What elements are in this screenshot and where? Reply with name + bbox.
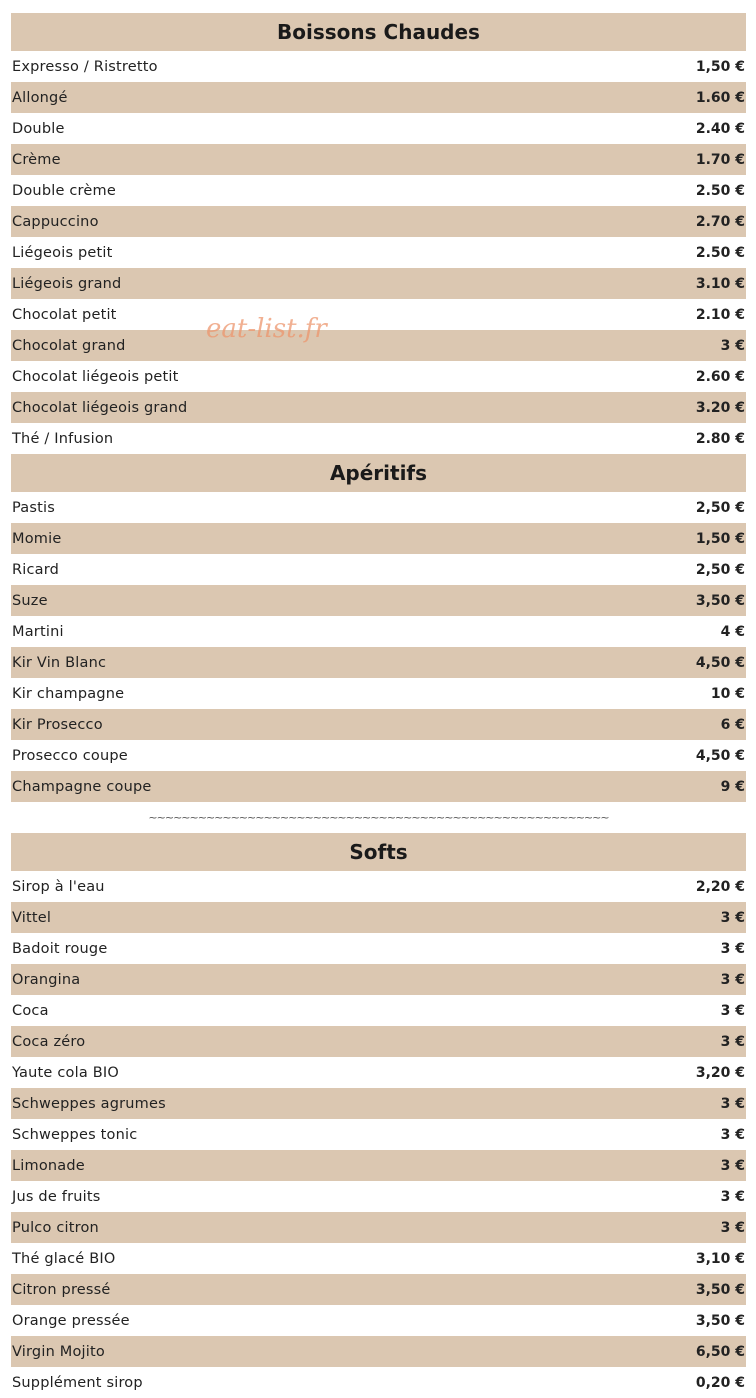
item-name: Jus de fruits — [12, 1188, 101, 1205]
item-name: Crème — [12, 151, 61, 168]
item-name: Supplément sirop — [12, 1374, 143, 1391]
item-price: 3,50 € — [695, 1312, 745, 1329]
menu-item — [11, 554, 746, 585]
menu-item — [11, 423, 746, 454]
item-price: 6 € — [720, 716, 745, 733]
item-name: Limonade — [12, 1157, 85, 1174]
item-name: Cappuccino — [12, 213, 99, 230]
item-price: 3.10 € — [695, 275, 745, 292]
item-price: 2.50 € — [695, 244, 745, 261]
item-name: Citron pressé — [12, 1281, 111, 1298]
menu-item — [11, 51, 746, 82]
item-name: Champagne coupe — [12, 778, 152, 795]
item-price: 3 € — [720, 940, 745, 957]
item-name: Orangina — [12, 971, 81, 988]
menu-item — [11, 175, 746, 206]
menu-item — [11, 1026, 746, 1057]
item-price: 3 € — [720, 971, 745, 988]
item-price: 3 € — [720, 1188, 745, 1205]
item-price: 3,10 € — [695, 1250, 745, 1267]
menu-item — [11, 82, 746, 113]
item-name: Virgin Mojito — [12, 1343, 105, 1360]
item-name: Schweppes tonic — [12, 1126, 138, 1143]
menu-item — [11, 113, 746, 144]
menu-item — [11, 740, 746, 771]
item-price: 2,50 € — [695, 499, 745, 516]
item-name: Pulco citron — [12, 1219, 99, 1236]
item-price: 1.60 € — [695, 89, 745, 106]
section-title: Boissons Chaudes — [11, 13, 746, 51]
item-price: 2.40 € — [695, 120, 745, 137]
menu-item — [11, 964, 746, 995]
menu-item — [11, 492, 746, 523]
item-price: 2.60 € — [695, 368, 745, 385]
item-price: 3,50 € — [695, 592, 745, 609]
item-name: Kir champagne — [12, 685, 125, 702]
item-price: 0,20 € — [695, 1374, 745, 1391]
menu-item — [11, 1057, 746, 1088]
section-title: Apéritifs — [11, 454, 746, 492]
menu-item — [11, 1305, 746, 1336]
item-name: Sirop à l'eau — [12, 878, 105, 895]
item-price: 2.10 € — [695, 306, 745, 323]
menu-item — [11, 299, 746, 330]
item-price: 1.70 € — [695, 151, 745, 168]
item-name: Kir Prosecco — [12, 716, 103, 733]
watermark: eat-list.fr — [206, 314, 327, 344]
item-price: 4 € — [720, 623, 745, 640]
item-price: 3 € — [720, 1126, 745, 1143]
item-price: 3,50 € — [695, 1281, 745, 1298]
item-price: 3 € — [720, 1157, 745, 1174]
item-name: Martini — [12, 623, 64, 640]
item-price: 3 € — [720, 1033, 745, 1050]
item-name: Ricard — [12, 561, 60, 578]
item-price: 4,50 € — [695, 747, 745, 764]
item-name: Expresso / Ristretto — [12, 58, 158, 75]
item-name: Pastis — [12, 499, 56, 516]
menu-item — [11, 144, 746, 175]
item-price: 9 € — [720, 778, 745, 795]
menu-item — [11, 237, 746, 268]
menu-item — [11, 1088, 746, 1119]
item-price: 3 € — [720, 1002, 745, 1019]
menu-item — [11, 995, 746, 1026]
item-price: 3.20 € — [695, 399, 745, 416]
item-name: Yaute cola BIO — [12, 1064, 119, 1081]
item-name: Suze — [12, 592, 48, 609]
item-price: 3 € — [720, 909, 745, 926]
item-name: Coca — [12, 1002, 49, 1019]
menu-item — [11, 268, 746, 299]
menu-item — [11, 933, 746, 964]
item-price: 2.80 € — [695, 430, 745, 447]
menu-item — [11, 1367, 746, 1398]
menu-item — [11, 206, 746, 237]
menu-item — [11, 771, 746, 802]
section-title: Softs — [11, 833, 746, 871]
item-name: Chocolat liégeois grand — [12, 399, 188, 416]
menu-section — [11, 833, 746, 1398]
menu-item — [11, 1150, 746, 1181]
item-name: Liégeois petit — [12, 244, 113, 261]
item-name: Schweppes agrumes — [12, 1095, 166, 1112]
item-price: 2,20 € — [695, 878, 745, 895]
item-name: Double crème — [12, 182, 116, 199]
item-price: 2.70 € — [695, 213, 745, 230]
item-name: Vittel — [12, 909, 52, 926]
menu-item — [11, 871, 746, 902]
item-price: 3,20 € — [695, 1064, 745, 1081]
item-price: 1,50 € — [695, 58, 745, 75]
menu-item — [11, 1119, 746, 1150]
menu-list — [11, 13, 746, 1398]
section-divider: ~~~~~~~~~~~~~~~~~~~~~~~~~~~~~~~~~~~~~~~~~~~~~~~~~~~~~~~~ — [148, 811, 609, 824]
item-name: Orange pressée — [12, 1312, 130, 1329]
menu-section — [11, 13, 746, 454]
menu-item — [11, 1336, 746, 1367]
menu-item — [11, 678, 746, 709]
item-price: 2,50 € — [695, 561, 745, 578]
menu-item — [11, 1274, 746, 1305]
menu-item — [11, 709, 746, 740]
item-price: 1,50 € — [695, 530, 745, 547]
menu-item — [11, 1181, 746, 1212]
menu-item — [11, 616, 746, 647]
item-name: Chocolat petit — [12, 306, 117, 323]
menu-item — [11, 902, 746, 933]
item-name: Double — [12, 120, 65, 137]
item-name: Kir Vin Blanc — [12, 654, 107, 671]
menu-item — [11, 647, 746, 678]
item-name: Thé glacé BIO — [12, 1250, 116, 1267]
item-price: 3 € — [720, 337, 745, 354]
item-price: 10 € — [710, 685, 745, 702]
item-name: Prosecco coupe — [12, 747, 128, 764]
item-name: Badoit rouge — [12, 940, 108, 957]
item-name: Thé / Infusion — [12, 430, 114, 447]
item-name: Momie — [12, 530, 62, 547]
item-price: 2.50 € — [695, 182, 745, 199]
menu-item — [11, 523, 746, 554]
menu-item — [11, 1212, 746, 1243]
menu-item — [11, 330, 746, 361]
item-name: Chocolat liégeois petit — [12, 368, 179, 385]
item-price: 3 € — [720, 1095, 745, 1112]
menu-item — [11, 585, 746, 616]
item-name: Liégeois grand — [12, 275, 122, 292]
item-name: Chocolat grand — [12, 337, 126, 354]
item-name: Coca zéro — [12, 1033, 86, 1050]
item-price: 6,50 € — [695, 1343, 745, 1360]
item-price: 3 € — [720, 1219, 745, 1236]
menu-section — [11, 454, 746, 833]
menu-item — [11, 361, 746, 392]
item-price: 4,50 € — [695, 654, 745, 671]
item-name: Allongé — [12, 89, 68, 106]
menu-item — [11, 1243, 746, 1274]
menu-item — [11, 392, 746, 423]
